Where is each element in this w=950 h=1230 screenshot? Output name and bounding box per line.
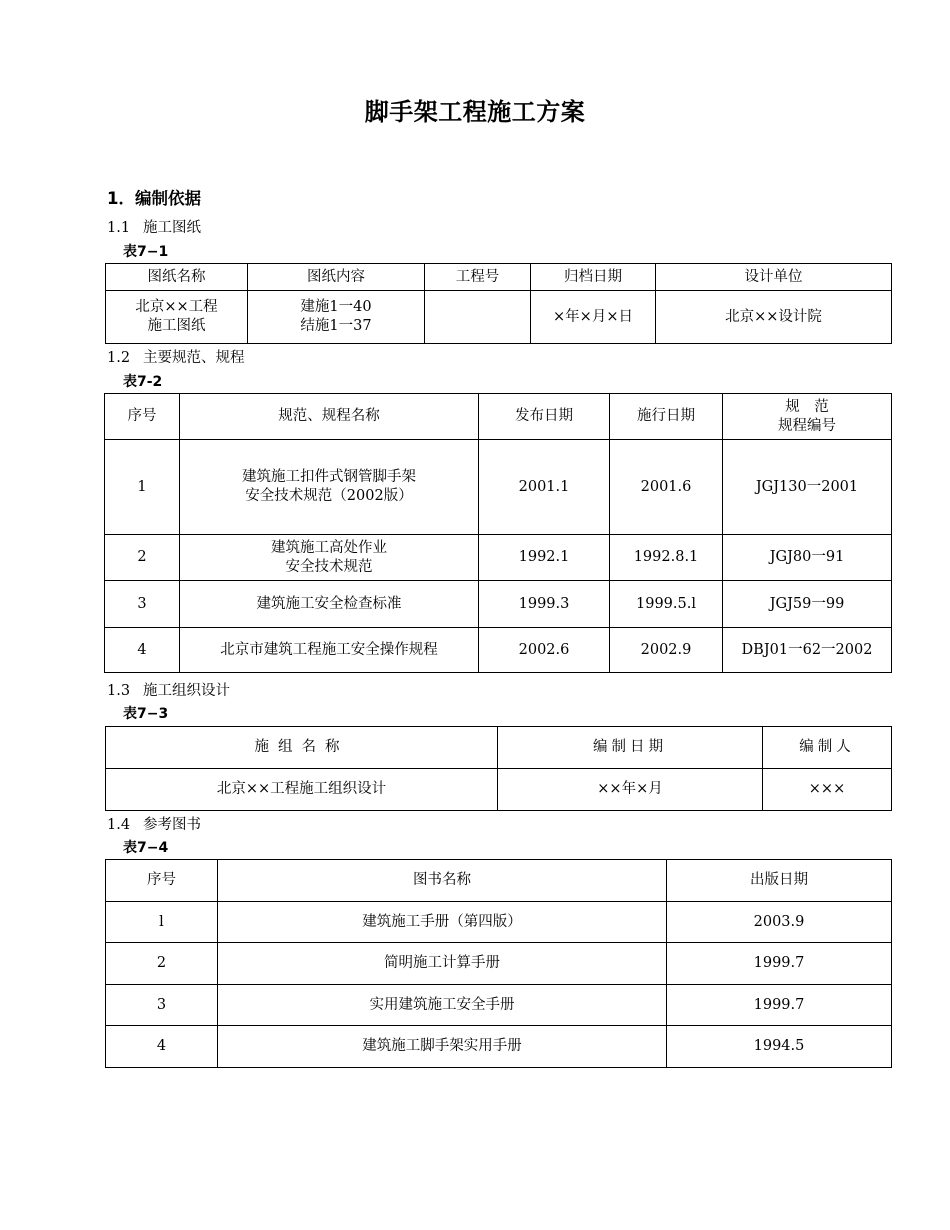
table-cell: 1992.8.1 <box>610 535 723 581</box>
table-cell: 简明施工计算手册 <box>218 943 667 985</box>
table-cell: 1994.5 <box>667 1026 892 1068</box>
table-caption-7-2: 表7-2 <box>123 374 163 390</box>
drawing-name-line1: 北京××工程 <box>135 299 218 315</box>
subsection-number: 1.1 <box>107 220 131 236</box>
table-row <box>105 581 892 628</box>
document-title: 脚手架工程施工方案 <box>364 98 586 126</box>
table-cell: 3 <box>106 985 218 1026</box>
standard-name-line1: 建筑施工高处作业 <box>271 539 387 556</box>
table-row <box>106 769 892 811</box>
subsection-1-4 <box>107 813 201 834</box>
standard-name-line2: 安全技术规范 <box>285 558 373 575</box>
table-cell: 1999.3 <box>479 581 610 628</box>
table-row <box>106 985 892 1026</box>
table-row <box>105 535 892 581</box>
archive-date-cell: ×年×月×日 <box>531 291 656 344</box>
header-cell: 编制日期 <box>498 727 763 769</box>
table-caption-7-4: 表7−4 <box>123 840 169 856</box>
table-cell <box>106 291 248 344</box>
subsection-title: 施工图纸 <box>143 220 201 236</box>
table-cell: ××年×月 <box>498 769 763 811</box>
table-row <box>105 440 892 535</box>
drawing-content-line1: 建施1一40 <box>300 299 372 315</box>
header-cell: 设计单位 <box>656 264 892 291</box>
subsection-number: 1.4 <box>107 817 131 833</box>
table-cell: 2 <box>106 943 218 985</box>
table-cell: 1 <box>105 440 180 535</box>
table-cell: 北京××工程施工组织设计 <box>106 769 498 811</box>
table-cell <box>180 535 479 581</box>
subsection-title: 施工组织设计 <box>143 683 230 699</box>
header-code-line1: 规 范 <box>785 398 829 415</box>
header-cell: 图书名称 <box>218 860 667 902</box>
drawing-name-line2: 施工图纸 <box>147 318 206 334</box>
standard-name-line2: 安全技术规范（2002版） <box>245 488 413 504</box>
construction-org-table <box>105 726 892 811</box>
header-cell: 图纸名称 <box>106 264 248 291</box>
drawing-content-line2: 结施1一37 <box>300 318 372 334</box>
table-header-row <box>105 394 892 440</box>
table-cell: JGJ59一99 <box>723 581 892 628</box>
design-unit-cell: 北京××设计院 <box>656 291 892 344</box>
table-cell: 4 <box>106 1026 218 1068</box>
subsection-title: 参考图书 <box>143 817 201 833</box>
table-header-row <box>106 727 892 769</box>
table-cell: 4 <box>105 628 180 673</box>
table-cell: JGJ80一91 <box>723 535 892 581</box>
subsection-1-3 <box>107 679 230 700</box>
table-cell <box>180 440 479 535</box>
table-cell: 北京市建筑工程施工安全操作规程 <box>180 628 479 673</box>
header-code-line2: 规程编号 <box>778 417 836 434</box>
header-cell: 序号 <box>105 394 180 440</box>
table-cell: JGJ130一2001 <box>723 440 892 535</box>
table-cell: 建筑施工手册（第四版） <box>218 902 667 943</box>
subsection-title: 主要规范、规程 <box>143 350 245 366</box>
table-cell: 1992.1 <box>479 535 610 581</box>
table-cell: 实用建筑施工安全手册 <box>218 985 667 1026</box>
table-cell: ××× <box>763 769 892 811</box>
table-cell: DBJ01一62一2002 <box>723 628 892 673</box>
standard-name-line1: 建筑施工扣件式钢管脚手架 <box>242 469 416 485</box>
reference-books-table <box>105 859 892 1068</box>
table-cell: 2 <box>105 535 180 581</box>
subsection-1-2 <box>107 346 245 367</box>
table-cell: 1999.7 <box>667 943 892 985</box>
table-cell: 2001.6 <box>610 440 723 535</box>
table-row <box>106 291 892 344</box>
table-cell: 2003.9 <box>667 902 892 943</box>
header-cell: 施组名称 <box>106 727 498 769</box>
table-cell: 3 <box>105 581 180 628</box>
table-row <box>106 1026 892 1068</box>
subsection-number: 1.3 <box>107 683 131 699</box>
header-cell: 规范、规程名称 <box>180 394 479 440</box>
table-caption-7-3: 表7−3 <box>123 706 169 722</box>
table-cell: 建筑施工脚手架实用手册 <box>218 1026 667 1068</box>
project-number-cell <box>425 291 531 344</box>
table-cell: 2001.1 <box>479 440 610 535</box>
header-cell: 发布日期 <box>479 394 610 440</box>
table-header-row <box>106 264 892 291</box>
table-cell: 1999.7 <box>667 985 892 1026</box>
drawings-table <box>105 263 892 344</box>
table-header-row <box>106 860 892 902</box>
table-row <box>105 628 892 673</box>
header-cell: 工程号 <box>425 264 531 291</box>
header-cell: 归档日期 <box>531 264 656 291</box>
header-cell: 序号 <box>106 860 218 902</box>
header-cell: 编制人 <box>763 727 892 769</box>
header-cell: 图纸内容 <box>248 264 425 291</box>
table-cell: 1999.5.l <box>610 581 723 628</box>
table-cell: l <box>106 902 218 943</box>
table-cell: 2002.9 <box>610 628 723 673</box>
table-row <box>106 943 892 985</box>
section-heading: 1．编制依据 <box>107 189 201 208</box>
standards-table <box>104 393 892 673</box>
header-cell <box>723 394 892 440</box>
table-caption-7-1: 表7−1 <box>123 244 169 260</box>
table-cell <box>248 291 425 344</box>
subsection-1-1 <box>107 216 201 237</box>
table-cell: 建筑施工安全检查标准 <box>180 581 479 628</box>
subsection-number: 1.2 <box>107 350 131 366</box>
header-cell: 出版日期 <box>667 860 892 902</box>
table-row <box>106 902 892 943</box>
table-cell: 2002.6 <box>479 628 610 673</box>
header-cell: 施行日期 <box>610 394 723 440</box>
